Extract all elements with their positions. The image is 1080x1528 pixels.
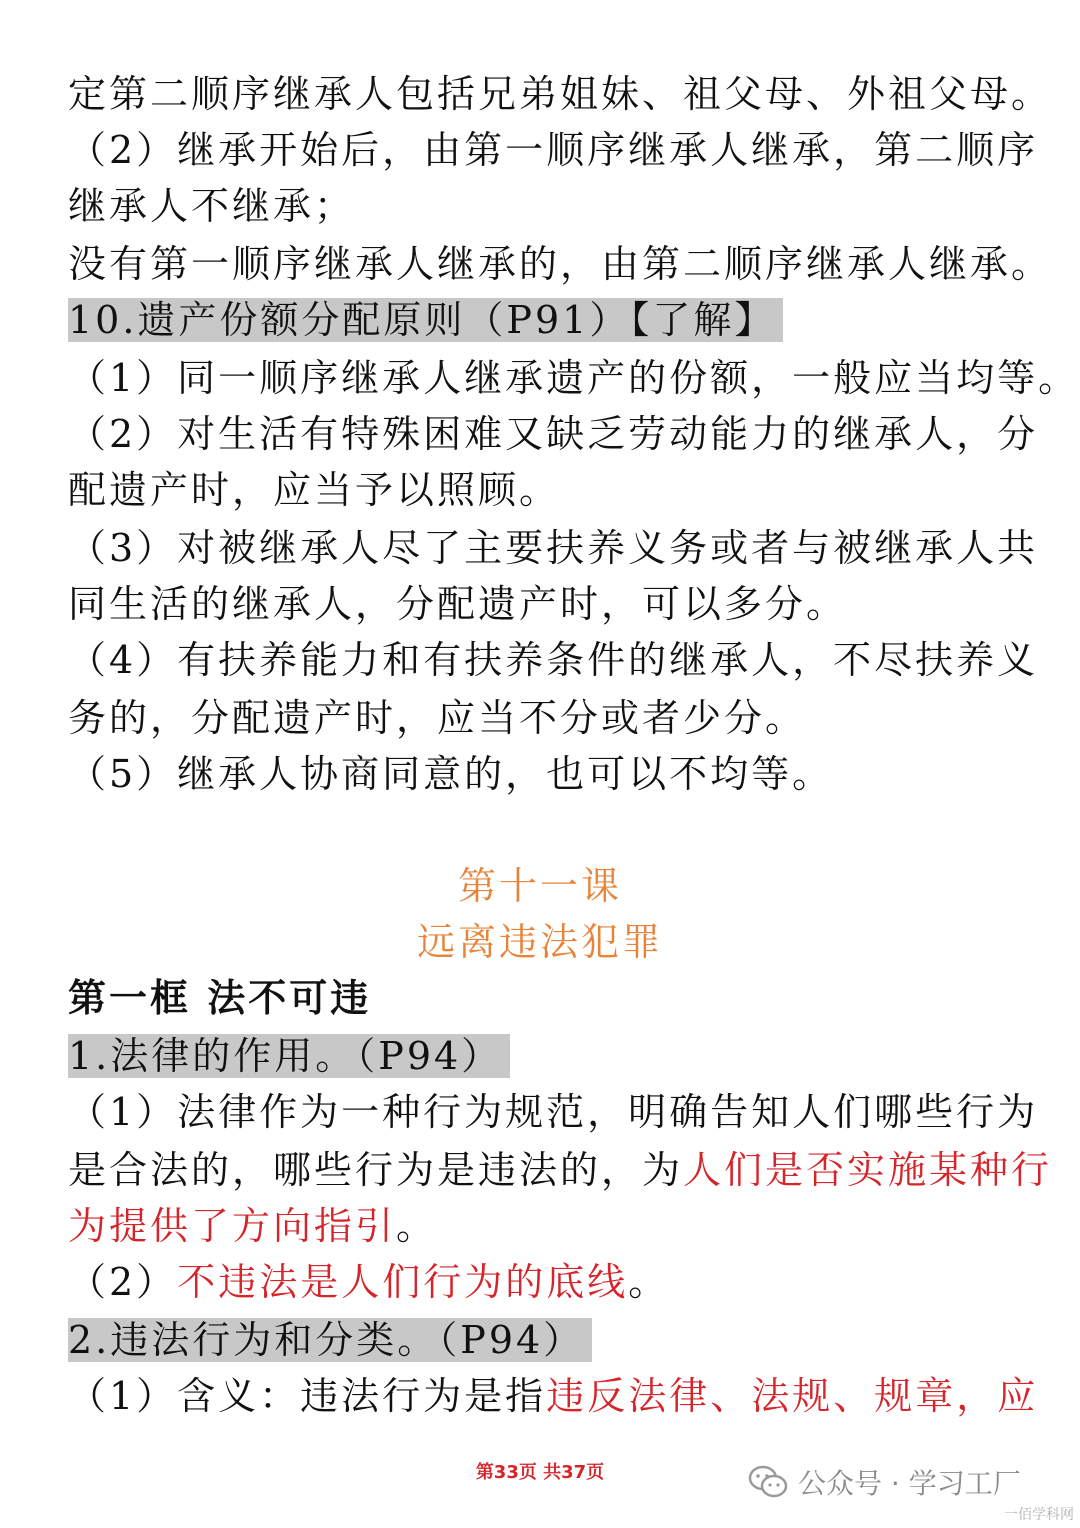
highlighted-heading-text: 10.遗产份额分配原则（P91）【了解】 xyxy=(68,298,783,342)
text-line: （2）继承开始后，由第一顺序继承人继承，第二顺序 xyxy=(68,128,1039,172)
text-line: 配遗产时，应当予以照顾。 xyxy=(68,468,561,512)
emphasis-text: 为提供了方向指引 xyxy=(68,1204,397,1248)
page-number: 第33页 共37页 xyxy=(475,1462,605,1483)
section-heading-2 xyxy=(68,1312,592,1368)
emphasis-text: 违反法律、法规、规章，应 xyxy=(546,1374,1039,1418)
wechat-account-name: 公众号 · 学习工厂 xyxy=(798,1467,1021,1500)
text-line: （3）对被继承人尽了主要扶养义务或者与被继承人共 xyxy=(68,526,1039,570)
frame-title: 第一框 法不可违 xyxy=(68,975,372,1020)
plain-text: 。 xyxy=(396,1204,438,1248)
text-line: （5）继承人协商同意的，也可以不均等。 xyxy=(68,752,834,796)
text-line: （4）有扶养能力和有扶养条件的继承人，不尽扶养义 xyxy=(68,638,1039,682)
highlighted-heading-text: 2.违法行为和分类。（P94） xyxy=(68,1318,592,1362)
text-line: 同生活的继承人，分配遗产时，可以多分。 xyxy=(68,582,848,626)
highlighted-heading-text: 1.法律的作用。（P94） xyxy=(68,1034,510,1078)
wechat-icon xyxy=(748,1465,788,1499)
lesson-title: 远离违法犯罪 xyxy=(416,920,663,964)
plain-text: （2） xyxy=(68,1260,178,1304)
text-line: 务的，分配遗产时，应当不分或者少分。 xyxy=(68,696,807,740)
text-line xyxy=(68,1254,669,1310)
text-line: 没有第一顺序继承人继承的，由第二顺序继承人继承。 xyxy=(68,242,1053,286)
lesson-number: 第十一课 xyxy=(457,864,622,908)
text-line: 继承人不继承； xyxy=(68,184,356,228)
text-line xyxy=(68,1368,1038,1424)
emphasis-text: 不违法是人们行为的底线 xyxy=(177,1260,629,1304)
site-watermark: 一佰学科网 xyxy=(1004,1507,1074,1523)
plain-text: 。 xyxy=(628,1260,670,1304)
text-line xyxy=(68,1198,437,1254)
wechat-account-watermark xyxy=(748,1462,1021,1502)
emphasis-text: 人们是否实施某种行 xyxy=(683,1148,1053,1192)
text-line: （1）法律作为一种行为规范，明确告知人们哪些行为 xyxy=(68,1090,1039,1134)
plain-text: 是合法的，哪些行为是违法的，为 xyxy=(68,1148,684,1192)
section-heading-1 xyxy=(68,1028,510,1084)
section-heading-10 xyxy=(68,292,783,348)
text-line: （1）同一顺序继承人继承遗产的份额，一般应当均等。 xyxy=(68,356,1080,400)
text-line: （2）对生活有特殊困难又缺乏劳动能力的继承人，分 xyxy=(68,412,1039,456)
plain-text: （1）含义：违法行为是指 xyxy=(68,1374,547,1418)
text-line xyxy=(68,1142,1052,1198)
text-line: 定第二顺序继承人包括兄弟姐妹、祖父母、外祖父母。 xyxy=(68,72,1053,116)
